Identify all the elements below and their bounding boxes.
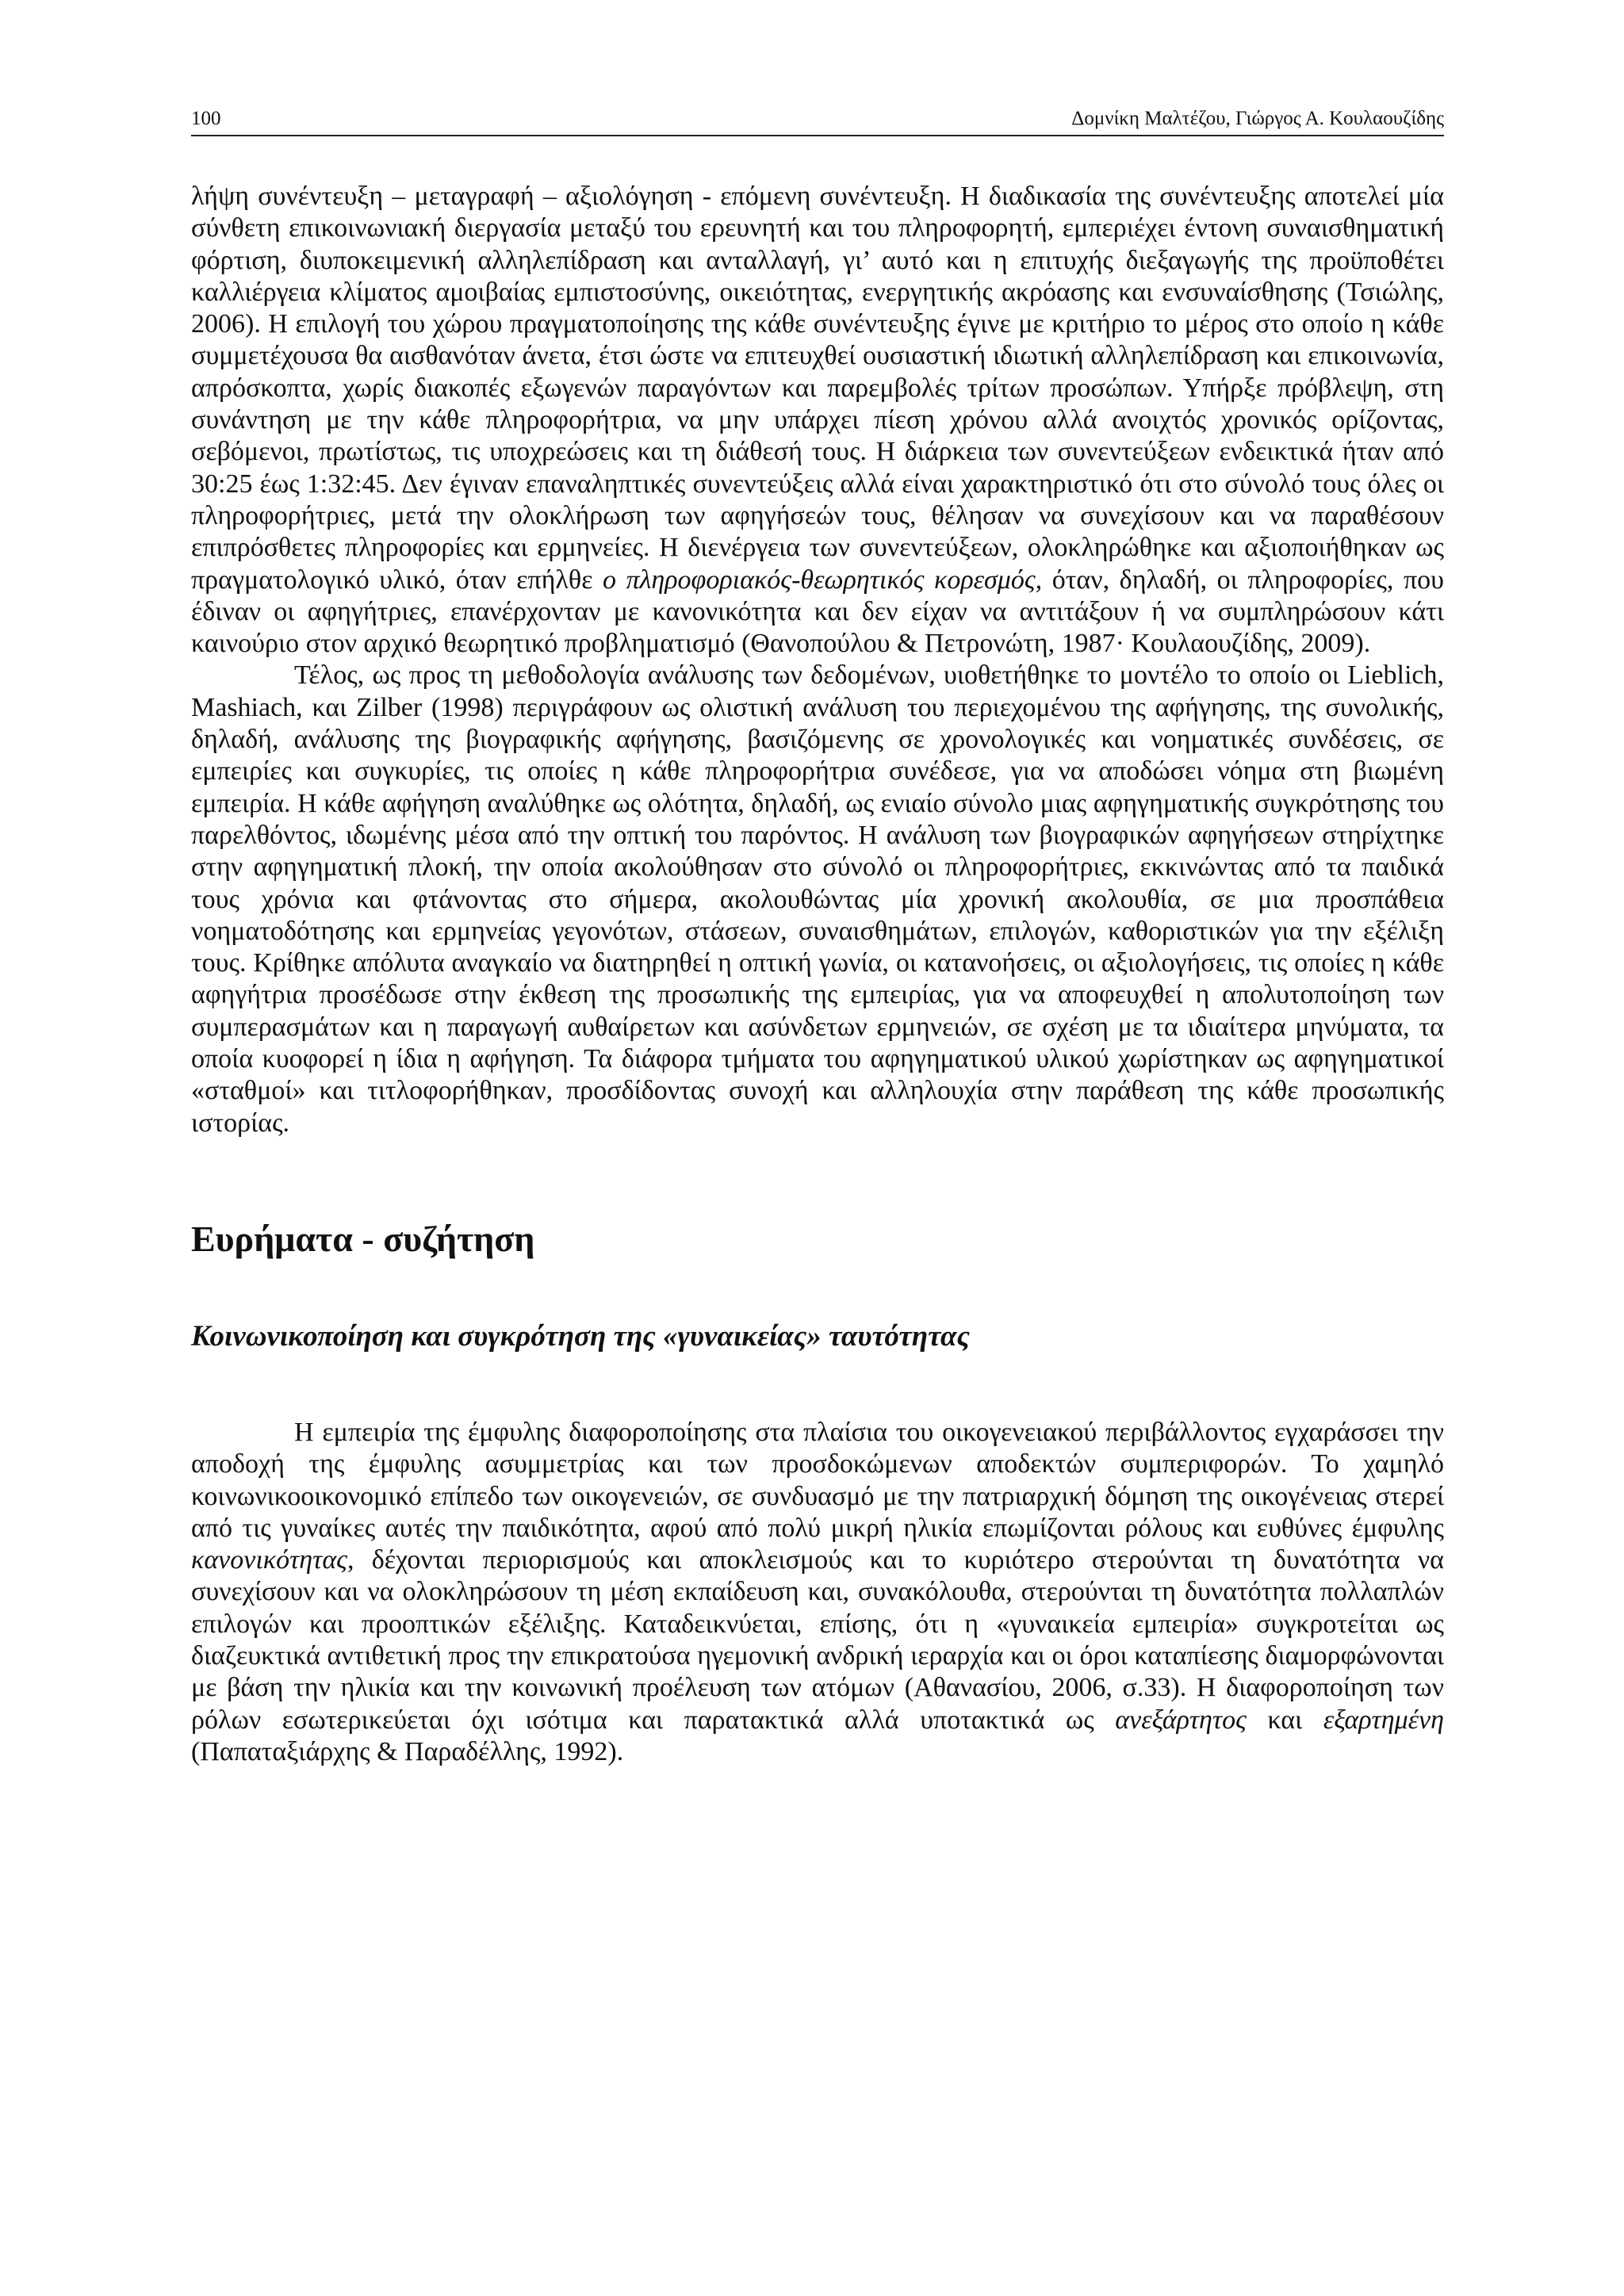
paragraph-findings xyxy=(191,1417,1444,1768)
paragraph-text: Η εμπειρία της έμφυλης διαφοροποίησης στα πλαίσια του οικογενειακού περιβάλλοντος εγχαράσσει την αποδοχή της έμφυλης ασυμμετρίας και των προσδοκώμενων αποδεκτών συμπεριφορών. Το χαμηλό κοινωνικοοικονομικό επίπεδο των οικογενειών, σε συνδυασμό με την πατριαρχική δόμηση της οικογένειας στερεί από τις γυναίκες αυτές την παιδικότητα, αφού από πολύ μικρή ηλικία επωμίζονται ρόλους και ευθύνες έμφυλης xyxy=(191,1417,1444,1543)
paragraph-interview-process xyxy=(191,181,1444,660)
running-header xyxy=(191,108,1444,136)
emphasis-saturation: ο πληροφοριακός-θεωρητικός κορεσμός, xyxy=(603,564,1043,595)
paragraph-text: (Παπαταξιάρχης & Παραδέλλης, 1992). xyxy=(191,1736,624,1766)
paragraph-text: όταν, δηλαδή, οι πληροφορίες, που έδιναν οι αφηγήτριες, επανέρχονταν με κανονικότητα και δεν είχαν να αντιτάξουν ή να συμπληρώσουν κάτι καινούριο στον αρχικό θεωρητικό προβληματισμό (Θανοπούλου & Πετρονώτη, 1987· Κουλαουζίδης, 2009). xyxy=(191,564,1444,659)
page-number: 100 xyxy=(191,108,221,129)
running-title: Δομνίκη Μαλτέζου, Γιώργος Α. Κουλαουζίδης xyxy=(1071,108,1444,129)
emphasis-dependent: εξαρτημένη xyxy=(1323,1705,1444,1735)
paragraph-text: λήψη συνέντευξη – μεταγραφή – αξιολόγηση - επόμενη συνέντευξη. Η διαδικασία της συνέντευξης αποτελεί μία σύνθετη επικοινωνιακή διεργασία μεταξύ του ερευνητή και του πληροφορητή, εμπεριέχει έντονη συναισθηματική φόρτιση, διυποκειμενική αλληλεπίδραση και ανταλλαγή, γι’ αυτό και η επιτυχής διεξαγωγής της προϋποθέτει καλλιέργεια κλίματος αμοιβαίας εμπιστοσύνης, οικειότητας, ενεργητικής ακρόασης και ενσυναίσθησης (Τσιώλης, 2006). Η επιλογή του χώρου πραγματοποίησης της κάθε συνέντευξης έγινε με κριτήριο το μέρος στο οποίο η κάθε συμμετέχουσα θα αισθανόταν άνετα, έτσι ώστε να επιτευχθεί ουσιαστική ιδιωτική αλληλεπίδραση και επικοινωνία, απρόσκοπτα, χωρίς διακοπές εξωγενών παραγόντων και παρεμβολές τρίτων προσώπων. Υπήρξε πρόβλεψη, στη συνάντηση με την κάθε πληροφορήτρια, να μην υπάρχει πίεση χρόνου αλλά ανοιχτός χρονικός ορίζοντας, σεβόμενοι, πρωτίστως, τις υποχρεώσεις και τη διάθεσή τους. Η διάρκεια των συνεντεύξεων ενδεικτικά ήταν από 30:25 έως 1:32:45. Δεν έγιναν επαναληπτικές συνεντεύξεις αλλά είναι χαρακτηριστικό ότι στο σύνολό τους όλες οι πληροφορήτριες, μετά την ολοκλήρωση των αφηγήσεών τους, θέλησαν να συνεχίσουν και να παραθέσουν επιπρόσθετες πληροφορίες και ερμηνείες. Η διενέργεια των συνεντεύξεων, ολοκληρώθηκε και αξιοποιήθηκαν ως πραγματολογικό υλικό, όταν επήλθε xyxy=(191,182,1444,595)
paragraph-methodology: Τέλος, ως προς τη μεθοδολογία ανάλυσης των δεδομένων, υιοθετήθηκε το μοντέλο το οποίο οι Lieblich, Mashiach, και Zilber (1998) περιγράφουν ως ολιστική ανάλυση του περιεχομένου της αφήγησης, της συνολικής, δηλαδή, ανάλυσης της βιογραφικής αφήγησης, βασιζόμενης σε χρονολογικές και νοηματικές συνδέσεις, σε εμπειρίες και συγκυρίες, τις οποίες η κάθε πληροφορήτρια συνέδεσε, για να αποδώσει νόημα στη βιωμένη εμπειρία. Η κάθε αφήγηση αναλύθηκε ως ολότητα, δηλαδή, ως ενιαίο σύνολο μιας αφηγηματικής συγκρότησης του παρελθόντος, ιδωμένης μέσα από την οπτική του παρόντος. Η ανάλυση των βιογραφικών αφηγήσεων στηρίχτηκε στην αφηγηματική πλοκή, την οποία ακολούθησαν στο σύνολό οι πληροφορήτριες, εκκινώντας από τα παιδικά τους χρόνια και φτάνοντας στο σήμερα, ακολουθώντας μία χρονική ακολουθία, σε μια προσπάθεια νοηματοδότησης και ερμηνείας γεγονότων, στάσεων, συναισθημάτων, επιλογών, καθοριστικών για την εξέλιξη τους. Κρίθηκε απόλυτα αναγκαίο να διατηρηθεί η οπτική γωνία, οι κατανοήσεις, οι αξιολογήσεις, τις οποίες η κάθε αφηγήτρια προσέδωσε στην έκθεση της προσωπικής της εμπειρίας, για να αποφευχθεί η απολυτοποίηση των συμπερασμάτων και η παραγωγή αυθαίρετων και ασύνδετων ερμηνειών, σε σχέση με τα ιδιαίτερα μηνύματα, τα οποία κυοφορεί η ίδια η αφήγηση. Τα διάφορα τμήματα του αφηγηματικού υλικού χωρίστηκαν ως αφηγηματικοί «σταθμοί» και τιτλοφορήθηκαν, προσδίδοντας συνοχή και αλληλουχία στην παράθεση της κάθε προσωπικής ιστορίας. xyxy=(191,660,1444,1138)
subsection-heading: Κοινωνικοποίηση και συγκρότηση της «γυναικείας» ταυτότητας xyxy=(191,1319,970,1353)
body-text xyxy=(191,181,1444,1768)
emphasis-normality: κανονικότητας xyxy=(191,1545,347,1575)
emphasis-independent: ανεξάρτητος xyxy=(1115,1705,1247,1735)
paragraph-text: , δέχονται περιορισμούς και αποκλεισμούς και το κυριότερο στερούνται τη δυνατότητα να συνεχίσουν και να ολοκληρώσουν τη μέση εκπαίδευση και, συνακόλουθα, στερούνται τη δυνατότητα πολλαπλών επιλογών και προοπτικών εξέλιξης. Καταδεικνύεται, επίσης, ότι η «γυναικεία εμπειρία» συγκροτείται ως διαζευκτικά αντιθετική προς την επικρατούσα ηγεμονική ανδρική ιεραρχία και οι όροι καταπίεσης διαμορφώνονται με βάση την ηλικία και την κοινωνική προέλευση των ατόμων (Αθανασίου, 2006, σ.33). Η διαφοροποίηση των ρόλων εσωτερικεύεται όχι ισότιμα και παρατακτικά αλλά υποτακτικά ως xyxy=(191,1545,1444,1735)
paragraph-text: και xyxy=(1246,1705,1323,1735)
section-heading: Ευρήματα - συζήτηση xyxy=(191,1218,535,1259)
